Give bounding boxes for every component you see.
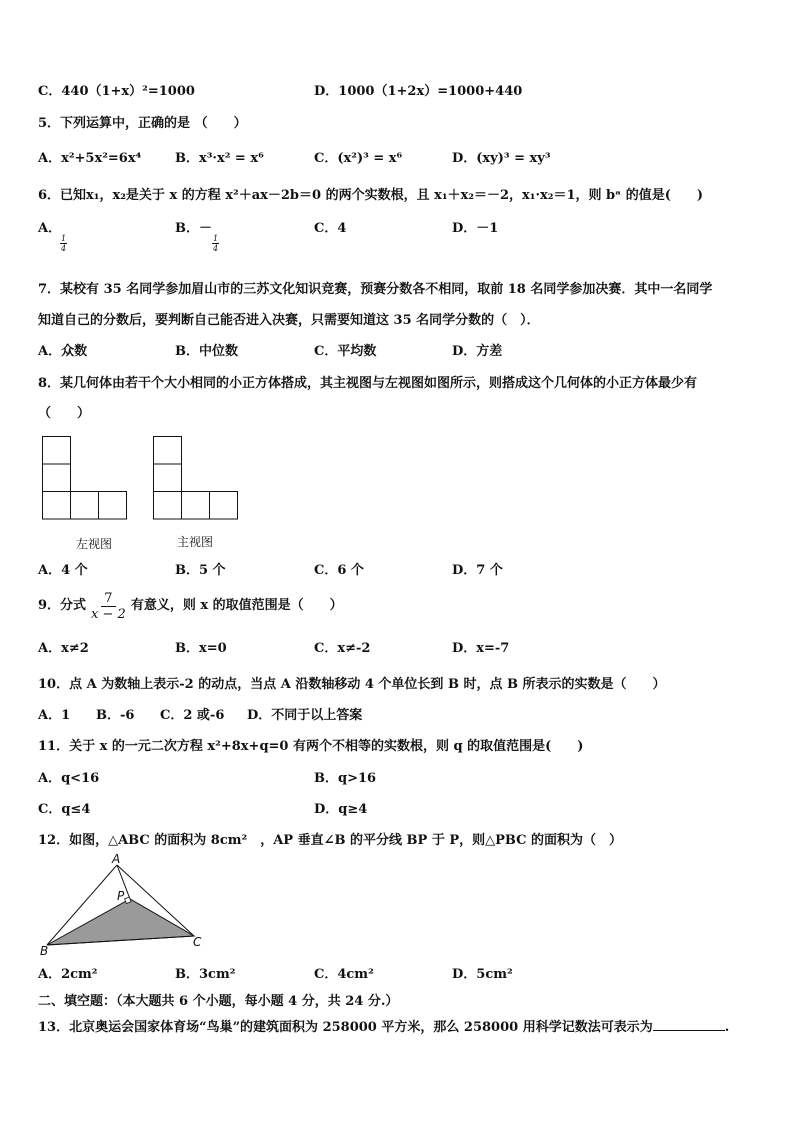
q11-option-d: D．q≥4 [314, 802, 368, 817]
q7-stem-line2: 知道自己的分数后，要判断自己能否进入决赛，只需要知道这 35 名同学分数的（ ）． [38, 313, 540, 328]
q6-b-denominator: 4 [213, 244, 219, 253]
q12-option-a: A．2cm² [38, 967, 98, 982]
q11-stem: 11．关于 x 的一元二次方程 x²+8x+q=0 有两个不相等的实数根，则 q 的取值范围是( ) [38, 739, 584, 754]
q9-numerator: 7 [101, 591, 115, 607]
q8-option-b: B．5 个 [175, 563, 226, 578]
q12-option-d: D．5cm² [452, 967, 513, 982]
section-title-fill-in: 二、填空题：（本大题共 6 个小题，每小题 4 分，共 24 分.） [38, 994, 399, 1009]
q8-main-view-figure [153, 436, 239, 520]
q10-stem: 10．点 A 为数轴上表示-2 的动点，当点 A 沿数轴移动 4 个单位长到 B 时，点 B 所表示的实数是（ ） [38, 677, 666, 692]
q12-stem: 12．如图，△ABC 的面积为 8cm² ，AP 垂直∠B 的平分线 BP 于 P，则△PBC 的面积为（ ） [38, 833, 622, 848]
q9-fraction [88, 591, 129, 622]
q13-end: . [724, 1020, 730, 1035]
q12-triangle-figure [36, 852, 216, 962]
q11-option-c: C．q≤4 [38, 802, 91, 817]
q9-option-b: B．x=0 [175, 641, 227, 656]
q8-stem-line2: （ ） [38, 406, 91, 421]
q13-answer-blank[interactable] [653, 1018, 725, 1031]
q12-option-c: C．4cm² [314, 967, 374, 982]
q11-option-a: A．q<16 [38, 771, 100, 786]
q6-option-b: B．－ [175, 221, 212, 236]
q7-option-a: A．众数 [38, 344, 88, 359]
q6-b-numerator: 1 [213, 234, 219, 243]
q7-stem-line1: 7．某校有 35 名同学参加眉山市的三苏文化知识竞赛，预赛分数各不相同，取前 18 名同学参加决赛．其中一名同学 [38, 282, 713, 297]
q4-option-c: C．440（1+x）²=1000 [38, 84, 195, 99]
q10-option-a: A．1 [38, 708, 71, 723]
q10-option-b: B．-6 [96, 708, 135, 723]
q6-a-numerator: 1 [61, 234, 67, 243]
q9-option-c: C．x≠-2 [314, 641, 371, 656]
q12-label-c: C [193, 935, 202, 949]
q9-stem-post: 有意义，则 x 的取值范围是（ ） [130, 598, 343, 613]
q12-label-b: B [40, 944, 49, 958]
q10-option-d: D．不同于以上答案 [247, 708, 363, 723]
q8-option-a: A．4 个 [38, 563, 88, 578]
q6-stem: 6．已知x₁，x₂是关于 x 的方程 x²＋ax－2b＝0 的两个实数根，且 x₁＋x₂＝－2，x₁·x₂＝1，则 bᵃ 的值是( ) [38, 188, 704, 203]
q5-option-d: D．(xy)³ = xy³ [452, 151, 551, 166]
q13-stem: 13．北京奥运会国家体育场“鸟巢”的建筑面积为 258000 平方米，那么 258000 用科学记数法可表示为 [38, 1020, 653, 1035]
q8-left-view-figure [42, 436, 128, 520]
q11-option-b: B．q>16 [314, 771, 377, 786]
q7-option-c: C．平均数 [314, 344, 377, 359]
q12-option-b: B．3cm² [175, 967, 236, 982]
q9-stem-pre: 9．分式 [38, 598, 87, 613]
q7-option-b: B．中位数 [175, 344, 238, 359]
q7-option-d: D．方差 [452, 344, 503, 359]
q8-main-view-label: 主视图 [177, 535, 214, 549]
q12-label-a: A [112, 852, 121, 866]
q8-stem-line1: 8．某几何体由若干个大小相同的小正方体搭成，其主视图与左视图如图所示，则搭成这个几何体的小正方体最少有 [38, 376, 698, 391]
q4-option-d: D．1000（1+2x）=1000+440 [314, 84, 523, 99]
q5-option-a: A．x²+5x²=6x⁴ [38, 151, 142, 166]
q10-option-c: C．2 或-6 [160, 708, 225, 723]
q9-stem [38, 589, 343, 623]
q12-label-p: P [117, 889, 125, 903]
q6-a-denominator: 4 [61, 244, 67, 253]
q9-denominator: x − 2 [91, 606, 126, 622]
q9-option-d: D．x=-7 [452, 641, 510, 656]
q6-option-c: C．4 [314, 221, 347, 236]
q6-option-b-fraction [212, 234, 219, 253]
q8-option-d: D．7 个 [452, 563, 503, 578]
q6-option-a: A． [38, 221, 62, 236]
q6-option-a-fraction [60, 234, 67, 253]
q8-option-c: C．6 个 [314, 563, 364, 578]
q6-option-d: D．－1 [452, 221, 499, 236]
q8-left-view-label: 左视图 [76, 537, 113, 551]
q13-stem-line [38, 1018, 729, 1037]
q5-option-b: B．x³·x² = x⁶ [175, 151, 264, 166]
q5-stem: 5．下列运算中，正确的是 （ ） [38, 116, 247, 131]
q5-option-c: C．(x²)³ = x⁶ [314, 151, 403, 166]
q9-option-a: A．x≠2 [38, 641, 89, 656]
